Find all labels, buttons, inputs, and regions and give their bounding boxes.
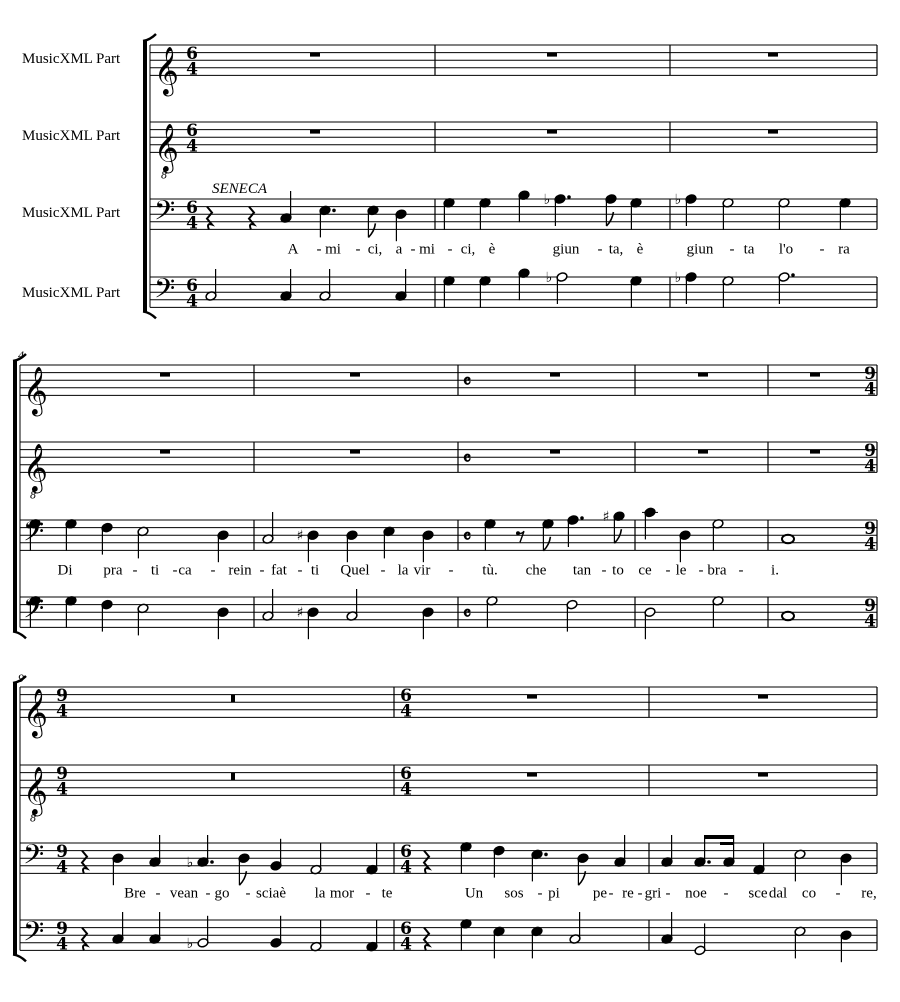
lyric-syllable: è (488, 241, 496, 258)
flat-sign: ♭ (186, 855, 194, 871)
time-sig-denominator: 4 (864, 611, 876, 632)
lyric-syllable: la (397, 562, 409, 579)
part-name-2: MusicXML Part (22, 128, 121, 144)
common-time-sig: 𝄴 (462, 525, 472, 548)
whole-rest (698, 373, 708, 377)
note-beam (704, 835, 734, 839)
note-beam (720, 842, 734, 845)
measure-number-9: 9 (18, 671, 24, 685)
augmentation-dot (567, 195, 571, 199)
lyric-syllable: pe (592, 885, 608, 902)
lyric-syllable: ca (178, 562, 192, 579)
octave-mark: 8 (30, 813, 37, 825)
whole-rest (547, 53, 557, 57)
time-sig-numerator: 9 (56, 764, 68, 785)
octave-mark: 8 (161, 170, 168, 182)
time-sig-denominator: 4 (56, 779, 68, 800)
time-sig-denominator: 4 (186, 213, 198, 234)
treble-clef: 𝄞 (154, 122, 179, 172)
lyric-hyphen: - (316, 241, 322, 258)
lyric-hyphen: - (835, 885, 841, 902)
time-sig-numerator: 6 (400, 764, 412, 785)
lyric-syllable: re (622, 885, 634, 902)
lyric-syllable: i. (771, 562, 779, 579)
lyric-syllable: re, (861, 885, 877, 902)
time-sig-numerator: 9 (864, 364, 876, 385)
time-sig-numerator: 6 (186, 44, 198, 65)
time-sig-numerator: 6 (400, 842, 412, 863)
lyric-hyphen: - (410, 241, 416, 258)
time-sig-numerator: 9 (56, 919, 68, 940)
time-sig-denominator: 4 (186, 136, 198, 157)
time-sig-denominator: 4 (864, 534, 876, 555)
common-time-sig: 𝄴 (462, 370, 472, 393)
whole-note (782, 612, 794, 621)
flat-sign: ♭ (545, 270, 553, 286)
lyric-hyphen: - (155, 885, 161, 902)
treble-clef: 𝄞 (23, 687, 48, 737)
long-rest (231, 695, 235, 703)
lyric-syllable: ti (150, 562, 160, 579)
lyric-syllable: vir (413, 562, 431, 579)
time-sig-numerator: 6 (400, 686, 412, 707)
lyric-hyphen: - (698, 562, 704, 579)
lyric-syllable: le (675, 562, 687, 579)
lyric-hyphen: - (132, 562, 138, 579)
augmentation-dot (791, 273, 795, 277)
lyric-syllable: gri (644, 885, 662, 902)
lyric-hyphen: - (537, 885, 543, 902)
whole-rest (768, 53, 778, 57)
bass-clef: 𝄢 (154, 271, 176, 311)
lyric-syllable: te (381, 885, 393, 902)
lyric-syllable: co (801, 885, 817, 902)
lyric-syllable: ce (638, 562, 652, 579)
bass-clef: 𝄢 (23, 514, 45, 554)
lyric-syllable: la (314, 885, 326, 902)
bracket (13, 361, 17, 631)
sharp-sign: ♯ (602, 509, 610, 526)
lyric-syllable: bra (707, 562, 727, 579)
octave-mark: 8 (30, 490, 37, 502)
bracket-hook (143, 34, 156, 41)
augmentation-dot (332, 209, 336, 213)
bass-clef: 𝄢 (154, 193, 176, 233)
lyric-hyphen: - (597, 241, 603, 258)
whole-rest (527, 695, 537, 699)
lyric-syllable: è (636, 241, 644, 258)
lyric-hyphen: - (380, 562, 386, 579)
time-sig-numerator: 9 (56, 842, 68, 863)
lyric-syllable: A (287, 241, 299, 258)
whole-rest (547, 130, 557, 134)
common-time-sig: 𝄴 (462, 602, 472, 625)
quarter-rest (82, 928, 87, 951)
part-name-1: MusicXML Part (22, 51, 121, 67)
barlines (254, 45, 877, 950)
lyric-hyphen: - (205, 885, 211, 902)
lyric-syllable: ci, (367, 241, 383, 258)
whole-rest (758, 695, 768, 699)
quarter-rest (82, 851, 87, 874)
bracket (13, 683, 17, 954)
lyric-syllable: ra (838, 241, 850, 258)
lyric-hyphen: - (355, 241, 361, 258)
time-sig-numerator: 6 (186, 276, 198, 297)
note-flag (543, 537, 550, 551)
whole-rest (310, 130, 320, 134)
time-sig-denominator: 4 (56, 934, 68, 955)
direction-text: SENECA (212, 181, 267, 197)
common-time-sig: 𝄴 (462, 447, 472, 470)
lyric-syllable: noe (685, 885, 707, 902)
sharp-sign: ♯ (296, 605, 304, 622)
lyric-hyphen: - (665, 562, 671, 579)
lyric-hyphen: - (210, 562, 216, 579)
time-sig-numerator: 9 (864, 596, 876, 617)
lyric-syllable: to (612, 562, 624, 579)
part-name-4: MusicXML Part (22, 285, 121, 301)
whole-rest (310, 53, 320, 57)
lyric-syllable: rein (228, 562, 252, 579)
whole-rest (768, 130, 778, 134)
lyric-hyphen: - (447, 241, 453, 258)
augmentation-dot (580, 516, 584, 520)
lyric-syllable: Quel (340, 562, 370, 579)
whole-rest (527, 773, 537, 777)
lyric-hyphen: - (738, 562, 744, 579)
lyric-syllable: giun (552, 241, 580, 258)
time-sig-numerator: 6 (186, 198, 198, 219)
long-rest (231, 773, 235, 781)
time-sig-denominator: 4 (56, 701, 68, 722)
time-sig-denominator: 4 (400, 857, 412, 878)
bass-clef: 𝄢 (23, 837, 45, 877)
lyric-hyphen: - (665, 885, 671, 902)
quarter-rest (424, 928, 429, 951)
lyric-syllable: a (395, 241, 403, 258)
lyric-hyphen: - (297, 562, 303, 579)
lyric-hyphen: - (729, 241, 735, 258)
whole-rest (350, 373, 360, 377)
part-name-3: MusicXML Part (22, 205, 121, 221)
lyric-hyphen: - (448, 562, 454, 579)
lyric-syllable: giun (686, 241, 714, 258)
lyric-syllable: sce (748, 885, 768, 902)
bracket-hook (143, 311, 156, 318)
lyric-syllable: tan (572, 562, 592, 579)
whole-rest (810, 373, 820, 377)
clefs (23, 45, 179, 953)
whole-rest (758, 773, 768, 777)
whole-note (782, 535, 794, 544)
lyric-syllable: mi (325, 241, 341, 258)
whole-rest (810, 450, 820, 454)
time-sig-numerator: 6 (186, 121, 198, 142)
lyric-syllable: mor (329, 885, 355, 902)
lyric-syllable: pra (103, 562, 123, 579)
whole-rest (698, 450, 708, 454)
measure-number-4: 4 (18, 348, 24, 362)
lyric-hyphen: - (245, 885, 251, 902)
lyric-syllable: dal (768, 885, 788, 902)
whole-rest (550, 450, 560, 454)
lyric-syllable: l'o (778, 241, 794, 258)
bass-clef: 𝄢 (23, 591, 45, 631)
lyric-hyphen: - (723, 885, 729, 902)
eighth-rest (518, 531, 524, 542)
lyric-syllable: Bre (124, 885, 146, 902)
treble-clef: 𝄞 (23, 765, 48, 815)
note-flag (368, 223, 375, 237)
time-sig-denominator: 4 (864, 379, 876, 400)
time-sig-denominator: 4 (56, 857, 68, 878)
lyric-hyphen: - (172, 562, 178, 579)
lyric-hyphen: - (819, 241, 825, 258)
note-flag (614, 529, 621, 543)
quarter-rest (207, 207, 212, 230)
bracket (143, 41, 147, 311)
lyric-syllable: mi (419, 241, 435, 258)
lyric-hyphen: - (637, 885, 643, 902)
augmentation-dot (544, 853, 548, 857)
time-sig-denominator: 4 (864, 456, 876, 477)
augmentation-dot (707, 860, 711, 864)
lyric-syllable: vean (169, 885, 199, 902)
treble-clef: 𝄞 (154, 45, 179, 95)
time-sig-denominator: 4 (186, 291, 198, 312)
whole-rest (160, 373, 170, 377)
time-signatures (56, 44, 876, 954)
time-sig-numerator: 9 (56, 686, 68, 707)
lyric-syllable: ta, (608, 241, 624, 258)
augmentation-dot (210, 860, 214, 864)
lyric-syllable: ti (310, 562, 320, 579)
time-sig-numerator: 9 (864, 519, 876, 540)
lyric-syllable: pi (548, 885, 560, 902)
lyric-syllable: go (214, 885, 230, 902)
lyric-hyphen: - (608, 885, 614, 902)
lyric-syllable: Di (57, 562, 73, 579)
time-sig-numerator: 9 (864, 441, 876, 462)
lyric-hyphen: - (259, 562, 265, 579)
sharp-sign: ♯ (296, 528, 304, 545)
bracket-hook (13, 631, 26, 638)
lyric-hyphen: - (601, 562, 607, 579)
time-sig-denominator: 4 (400, 934, 412, 955)
rests (82, 53, 820, 951)
lyric-syllable: tù. (482, 562, 498, 579)
quarter-rest (249, 207, 254, 230)
time-sig-denominator: 4 (400, 779, 412, 800)
staff-lines (20, 45, 877, 950)
lyrics (58, 241, 877, 901)
time-sig-denominator: 4 (400, 701, 412, 722)
bass-clef: 𝄢 (23, 914, 45, 954)
lyric-syllable: ci, (460, 241, 476, 258)
whole-rest (550, 373, 560, 377)
flat-sign: ♭ (674, 192, 682, 208)
treble-clef: 𝄞 (23, 365, 48, 415)
bracket-hook (13, 954, 26, 961)
lyric-syllable: ta (743, 241, 755, 258)
lyric-syllable: fat (271, 562, 287, 579)
quarter-rest (424, 851, 429, 874)
treble-clef: 𝄞 (23, 442, 48, 492)
flat-sign: ♭ (674, 270, 682, 286)
whole-rest (350, 450, 360, 454)
lyric-syllable: sos (504, 885, 524, 902)
lyric-hyphen: - (365, 885, 371, 902)
lyric-syllable: Un (464, 885, 484, 902)
time-sig-numerator: 6 (400, 919, 412, 940)
time-sig-denominator: 4 (186, 59, 198, 80)
whole-rest (160, 450, 170, 454)
lyric-syllable: che (525, 562, 547, 579)
flat-sign: ♭ (186, 935, 194, 952)
lyric-syllable: sciaè (256, 885, 286, 902)
flat-sign: ♭ (543, 192, 551, 208)
